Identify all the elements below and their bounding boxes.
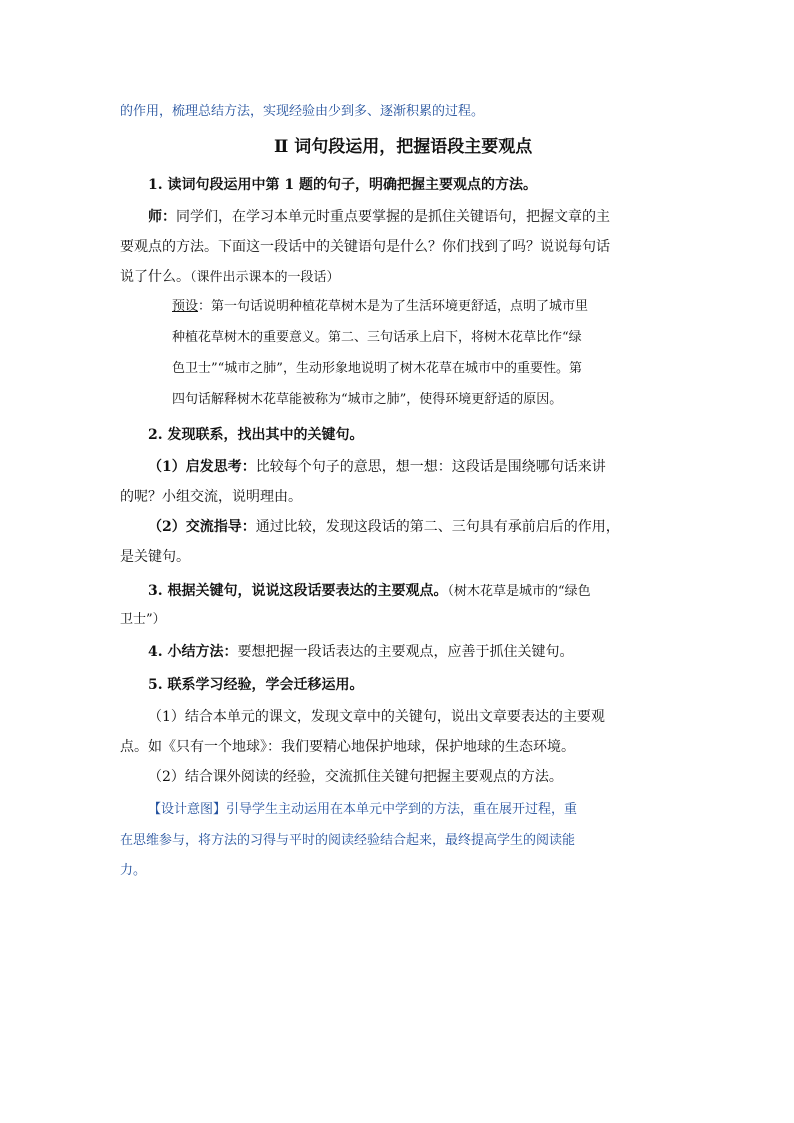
step2-heading: 2. 发现联系，找出其中的关键句。 bbox=[148, 427, 364, 443]
step3-heading: 3. 根据关键句，说说这段话要表达的主要观点。 bbox=[148, 583, 448, 599]
step2-sub1-label: （1）启发思考： bbox=[148, 459, 256, 475]
step2-sub1-line-1 bbox=[148, 458, 606, 476]
teacher-text-3: 说了什么。 bbox=[120, 269, 190, 285]
step2-sub1-line-2: 的呢？小组交流，说明理由。 bbox=[120, 489, 302, 505]
teacher-line-2: 要观点的方法。下面这一段话中的关键语句是什么？你们找到了吗？说说每句话 bbox=[120, 239, 610, 255]
step4-line bbox=[148, 643, 574, 661]
step3-line-1 bbox=[148, 582, 591, 601]
design-intent-line-2: 在思维参与，将方法的习得与平时的阅读经验结合起来，最终提高学生的阅读能 bbox=[120, 833, 576, 848]
step5-sub1-line-2: 点。如《只有一个地球》：我们要精心地保护地球，保护地球的生态环境。 bbox=[120, 739, 575, 755]
step5-sub2: （2）结合课外阅读的经验，交流抓住关键句把握主要观点的方法。 bbox=[148, 769, 563, 785]
step2-sub2-label: （2）交流指导： bbox=[148, 519, 256, 535]
step5-heading: 5. 联系学习经验，学会迁移运用。 bbox=[148, 677, 364, 693]
step4-label: 4. 小结方法： bbox=[148, 644, 238, 660]
step3-note-1: （树木花草是城市的“绿色 bbox=[447, 584, 591, 599]
preset-line-1 bbox=[172, 298, 588, 316]
preset-text-1: ：第一句话说明种植花草树木是为了生活环境更舒适，点明了城市里 bbox=[198, 299, 589, 314]
preset-line-2: 种植花草树木的重要意义。第二、三句话承上启下，将树木花草比作“绿 bbox=[172, 330, 582, 345]
teacher-text-1: 同学们，在学习本单元时重点要掌握的是抓住关键语句，把握文章的主 bbox=[176, 209, 610, 225]
preset-line-3: 色卫士”“城市之肺”，生动形象地说明了树木花草在城市中的重要性。第 bbox=[172, 361, 582, 376]
step2-sub1-text-1: 比较每个句子的意思，想一想：这段话是围绕哪句话来讲 bbox=[255, 459, 606, 475]
teacher-line-1 bbox=[148, 208, 610, 226]
preset-line-4: 四句话解释树木花草能被称为“城市之肺”，使得环境更舒适的原因。 bbox=[172, 392, 563, 407]
step2-sub2-text-1: 通过比较，发现这段话的第二、三句具有承前启后的作用， bbox=[255, 519, 620, 535]
step3-note-2: 卫士”） bbox=[120, 612, 166, 627]
teacher-label: 师： bbox=[148, 209, 176, 225]
section-title: Ⅱ 词句段运用，把握语段主要观点 bbox=[274, 137, 533, 157]
teacher-line-3 bbox=[120, 268, 340, 287]
step4-text: 要想把握一段话表达的主要观点，应善于抓住关键句。 bbox=[237, 644, 574, 660]
preset-label: 预设 bbox=[172, 299, 199, 314]
step2-sub2-line-1 bbox=[148, 518, 620, 536]
design-intent-line-3: 力。 bbox=[120, 863, 147, 878]
step1-heading: 1. 读词句段运用中第 1 题的句子，明确把握主要观点的方法。 bbox=[148, 177, 537, 193]
step5-sub1-line-1: （1）结合本单元的课文，发现文章中的关键句，说出文章要表达的主要观 bbox=[148, 709, 605, 725]
step2-sub2-line-2: 是关键句。 bbox=[120, 549, 190, 565]
design-intent-line-1: 【设计意图】引导学生主动运用在本单元中学到的方法，重在展开过程，重 bbox=[148, 802, 578, 817]
intro-line: 的作用，梳理总结方法，实现经验由少到多、逐渐积累的过程。 bbox=[120, 104, 485, 119]
teacher-note: （课件出示课本的一段话） bbox=[190, 270, 340, 285]
